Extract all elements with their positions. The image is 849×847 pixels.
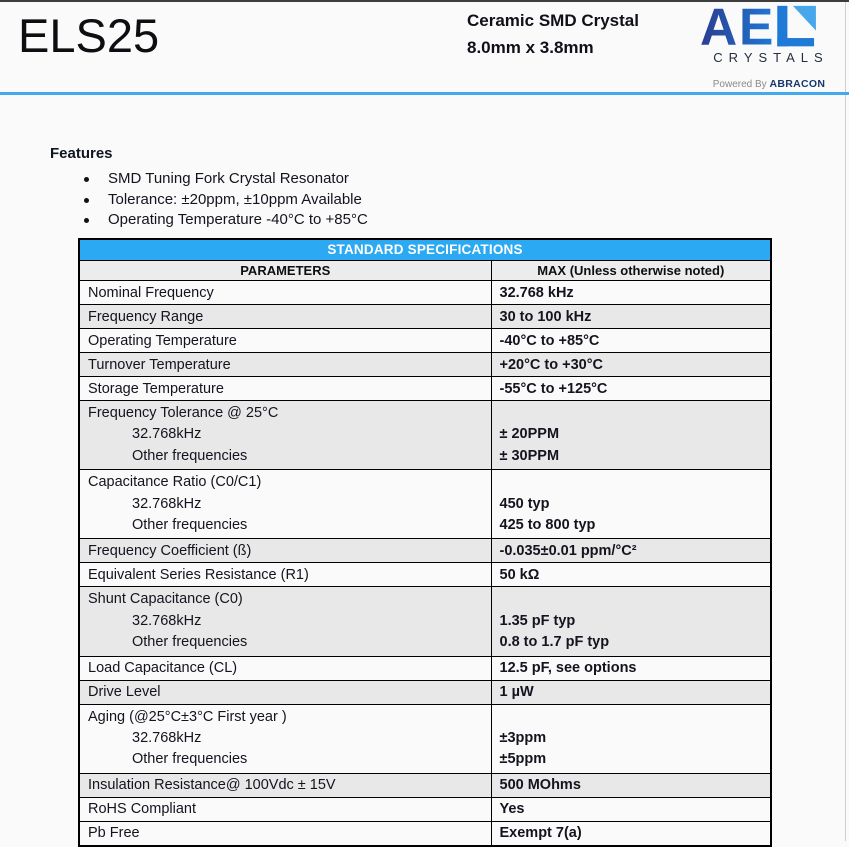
- sub-value: 0.8 to 1.7 pF typ: [499, 634, 610, 651]
- sub-param: 32.768kHz: [132, 495, 202, 512]
- param-cell: Load Capacitance (CL): [79, 656, 491, 680]
- feature-item: Tolerance: ±20ppm, ±10ppm Available: [50, 190, 368, 211]
- column-header-max: MAX (Unless otherwise noted): [491, 261, 771, 281]
- param-cell: Frequency Tolerance @ 25°C 32.768kHz Other frequencies: [79, 401, 491, 470]
- value-cell: -55°C to +125°C: [491, 377, 771, 401]
- value-cell: 1 µW: [491, 680, 771, 704]
- sub-param: Other frequencies: [132, 447, 248, 464]
- standard-specifications-table: [78, 238, 772, 847]
- logo-crystals-text: CRYSTALS: [713, 50, 829, 65]
- param-cell: Turnover Temperature: [79, 353, 491, 377]
- spec-row: [79, 329, 771, 353]
- spec-row: [79, 305, 771, 329]
- features-section: [50, 145, 368, 231]
- table-header-row: [79, 261, 771, 281]
- value-cell: [491, 401, 771, 470]
- page-right-edge: [845, 2, 846, 841]
- spec-row: [79, 470, 771, 539]
- spec-row: [79, 401, 771, 470]
- value-cell: -40°C to +85°C: [491, 329, 771, 353]
- spec-table-body: [79, 281, 771, 846]
- sub-param: 32.768kHz: [132, 612, 202, 629]
- sub-value: ± 30PPM: [499, 447, 560, 464]
- value-cell: -0.035±0.01 ppm/°C²: [491, 539, 771, 563]
- sub-param: Other frequencies: [132, 634, 248, 651]
- value-cell: 50 kΩ: [491, 563, 771, 587]
- spec-row: [79, 773, 771, 797]
- sub-value: ± 20PPM: [499, 426, 560, 443]
- features-heading: Features: [50, 145, 113, 162]
- value-cell: 500 MOhms: [491, 773, 771, 797]
- value-cell: [491, 704, 771, 773]
- sub-value: 1.35 pF typ: [499, 612, 576, 629]
- subtitle-line2: 8.0mm x 3.8mm: [467, 38, 594, 57]
- feature-item: Operating Temperature -40°C to +85°C: [50, 210, 368, 231]
- sub-param: Other frequencies: [132, 751, 248, 768]
- param-cell: Storage Temperature: [79, 377, 491, 401]
- header-divider-rule: [0, 92, 849, 95]
- ael-logo-icon: [700, 4, 838, 50]
- sub-value: 450 typ: [499, 495, 550, 512]
- feature-item: SMD Tuning Fork Crystal Resonator: [50, 169, 368, 190]
- value-cell: Exempt 7(a): [491, 821, 771, 846]
- param-cell: Aging (@25°C±3°C First year ) 32.768kHz Other frequencies: [79, 704, 491, 773]
- value-cell: Yes: [491, 797, 771, 821]
- param-cell: Drive Level: [79, 680, 491, 704]
- subtitle-line1: Ceramic SMD Crystal: [467, 11, 639, 30]
- column-header-parameters: PARAMETERS: [79, 261, 491, 281]
- param-cell: Frequency Range: [79, 305, 491, 329]
- spec-row: [79, 797, 771, 821]
- product-subtitle: [467, 7, 639, 61]
- param-cell: RoHS Compliant: [79, 797, 491, 821]
- logo-triangle-icon: [793, 6, 816, 31]
- ael-logo: [700, 4, 838, 90]
- spec-row: [79, 680, 771, 704]
- sub-param: 32.768kHz: [132, 426, 202, 443]
- spec-row: [79, 704, 771, 773]
- spec-row: [79, 656, 771, 680]
- value-cell: [491, 587, 771, 656]
- page-top-edge: [0, 0, 849, 2]
- param-cell: Operating Temperature: [79, 329, 491, 353]
- spec-row: [79, 353, 771, 377]
- param-cell: Shunt Capacitance (C0) 32.768kHz Other frequencies: [79, 587, 491, 656]
- sub-value: ±5ppm: [499, 751, 547, 768]
- value-cell: 30 to 100 kHz: [491, 305, 771, 329]
- spec-row: [79, 587, 771, 656]
- sub-param: 32.768kHz: [132, 729, 202, 746]
- logo-letters-ae: AE: [700, 4, 776, 50]
- value-cell: 32.768 kHz: [491, 281, 771, 305]
- spec-row: [79, 281, 771, 305]
- abracon-brand: ABRACON: [769, 78, 826, 90]
- value-cell: 12.5 pF, see options: [491, 656, 771, 680]
- sub-value: 425 to 800 typ: [499, 516, 596, 533]
- spec-row: [79, 821, 771, 846]
- spec-row: [79, 539, 771, 563]
- logo-letter-l-foot: [777, 38, 814, 46]
- param-cell: Nominal Frequency: [79, 281, 491, 305]
- param-cell: Pb Free: [79, 821, 491, 846]
- sub-param: Other frequencies: [132, 516, 248, 533]
- param-cell: Insulation Resistance@ 100Vdc ± 15V: [79, 773, 491, 797]
- value-cell: +20°C to +30°C: [491, 353, 771, 377]
- param-cell: Capacitance Ratio (C0/C1) 32.768kHz Other frequencies: [79, 470, 491, 539]
- powered-by-prefix: Powered By: [712, 79, 770, 90]
- spec-row: [79, 377, 771, 401]
- param-cell: Equivalent Series Resistance (R1): [79, 563, 491, 587]
- table-title: STANDARD SPECIFICATIONS: [79, 239, 771, 261]
- features-list: [50, 169, 368, 231]
- value-cell: [491, 470, 771, 539]
- sub-value: ±3ppm: [499, 729, 547, 746]
- table-title-row: [79, 239, 771, 261]
- param-cell: Frequency Coefficient (ß): [79, 539, 491, 563]
- spec-row: [79, 563, 771, 587]
- product-title: ELS25: [18, 9, 160, 62]
- powered-by: [700, 78, 838, 90]
